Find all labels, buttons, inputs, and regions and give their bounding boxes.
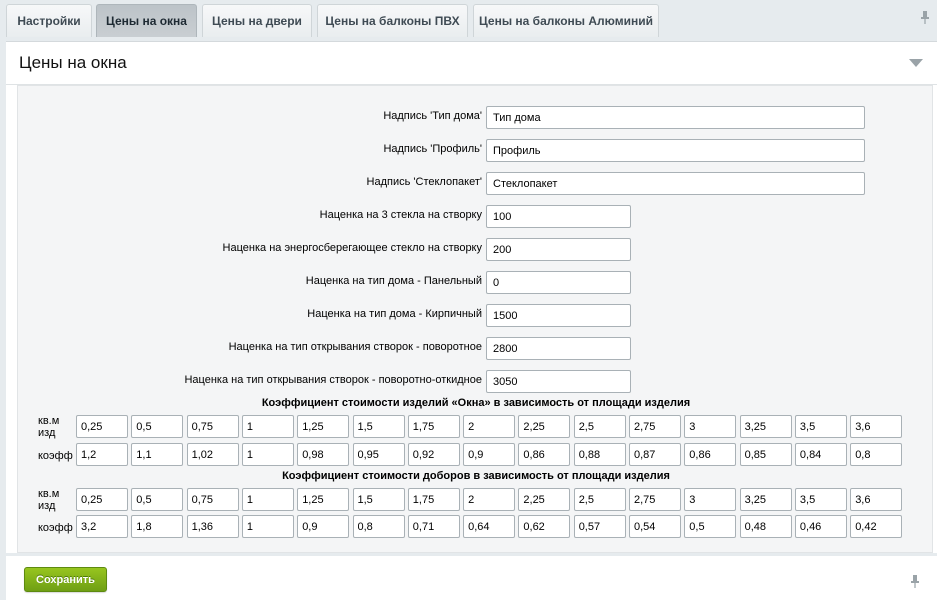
panel-house-markup-input[interactable] <box>486 271 631 294</box>
extension-coef-cell[interactable] <box>463 515 515 538</box>
window-area-cell[interactable] <box>629 415 681 438</box>
window-area-cell[interactable] <box>684 415 736 438</box>
window-coef-cell[interactable] <box>353 443 405 466</box>
pin-icon[interactable] <box>908 574 922 588</box>
extension-coef-cell[interactable] <box>297 515 349 538</box>
extension-area-cell[interactable] <box>463 488 515 511</box>
extension-area-cell[interactable] <box>76 488 128 511</box>
field-label: Наценка на 3 стекла на створку <box>319 209 482 221</box>
house-type-label-input[interactable] <box>486 106 865 129</box>
tab-aluminium-balcony-prices[interactable]: Цены на балконы Алюминий <box>473 4 659 37</box>
window-area-cell[interactable] <box>795 415 847 438</box>
window-area-cell[interactable] <box>408 415 460 438</box>
field-row-swing-opening-markup <box>18 337 934 359</box>
tab-window-prices[interactable]: Цены на окна <box>96 4 197 37</box>
extension-coef-cell[interactable] <box>629 515 681 538</box>
window-coef-cell[interactable] <box>518 443 570 466</box>
extension-area-cell[interactable] <box>187 488 239 511</box>
extension-area-cell[interactable] <box>740 488 792 511</box>
coef-row-label: коэфф <box>38 450 73 462</box>
extension-area-cell[interactable] <box>684 488 736 511</box>
window-coef-cell[interactable] <box>684 443 736 466</box>
window-coef-cell[interactable] <box>408 443 460 466</box>
tab-door-prices[interactable]: Цены на двери <box>202 4 312 37</box>
extension-coef-cell[interactable] <box>795 515 847 538</box>
window-area-cell[interactable] <box>187 415 239 438</box>
window-coef-cell[interactable] <box>242 443 294 466</box>
extension-area-cell[interactable] <box>242 488 294 511</box>
field-label: Наценка на тип дома - Кирпичный <box>307 308 482 320</box>
extension-coef-cell[interactable] <box>518 515 570 538</box>
window-area-cell[interactable] <box>463 415 515 438</box>
window-area-cell[interactable] <box>131 415 183 438</box>
field-label: Наценка на тип открывания створок - поворотно-откидное <box>184 374 482 386</box>
window-coef-cell[interactable] <box>850 443 902 466</box>
window-coef-cell[interactable] <box>629 443 681 466</box>
window-coef-cell[interactable] <box>574 443 626 466</box>
extension-area-cell[interactable] <box>131 488 183 511</box>
extension-area-cell[interactable] <box>574 488 626 511</box>
panel-title: Цены на окна <box>19 53 127 72</box>
extension-coef-cell[interactable] <box>76 515 128 538</box>
window-area-cell[interactable] <box>740 415 792 438</box>
field-row-brick-house-markup <box>18 304 934 326</box>
window-area-cell[interactable] <box>574 415 626 438</box>
extension-area-cell[interactable] <box>629 488 681 511</box>
extension-area-cell[interactable] <box>850 488 902 511</box>
extension-coef-cell[interactable] <box>408 515 460 538</box>
extension-coef-cell[interactable] <box>684 515 736 538</box>
field-row-profile-label <box>18 139 934 161</box>
area-row-label: кв.м изд <box>38 415 60 439</box>
window-coef-cell[interactable] <box>463 443 515 466</box>
tab-settings[interactable]: Настройки <box>6 4 92 37</box>
extension-coef-cell[interactable] <box>850 515 902 538</box>
window-coef-cell[interactable] <box>187 443 239 466</box>
triple-glass-markup-input[interactable] <box>486 205 631 228</box>
extension-area-cell[interactable] <box>408 488 460 511</box>
field-label: Надпись 'Профиль' <box>383 143 482 155</box>
field-row-glass-unit-label <box>18 172 934 194</box>
energy-glass-markup-input[interactable] <box>486 238 631 261</box>
window-area-cell[interactable] <box>850 415 902 438</box>
window-area-cell[interactable] <box>297 415 349 438</box>
save-button[interactable]: Сохранить <box>24 567 107 592</box>
tab-bar <box>0 0 937 41</box>
window-area-cell[interactable] <box>242 415 294 438</box>
window-area-cell[interactable] <box>353 415 405 438</box>
window-coef-table-title: Коэффициент стоимости изделий «Окна» в зависимость от площади изделия <box>261 397 691 409</box>
field-row-house-type-label <box>18 106 934 128</box>
window-coef-cell[interactable] <box>76 443 128 466</box>
field-label: Надпись 'Тип дома' <box>383 110 482 122</box>
window-area-cell[interactable] <box>76 415 128 438</box>
window-coef-cell[interactable] <box>795 443 847 466</box>
window-coef-cell[interactable] <box>740 443 792 466</box>
field-label: Наценка на тип дома - Панельный <box>305 275 482 287</box>
extension-area-cell[interactable] <box>297 488 349 511</box>
extension-area-cell[interactable] <box>353 488 405 511</box>
extension-coef-cell[interactable] <box>131 515 183 538</box>
profile-label-input[interactable] <box>486 139 865 162</box>
area-row-label: кв.м изд <box>38 488 60 512</box>
brick-house-markup-input[interactable] <box>486 304 631 327</box>
window-prices-panel <box>6 41 937 553</box>
field-label: Наценка на энергосберегающее стекло на створку <box>222 242 482 254</box>
window-coef-cell[interactable] <box>297 443 349 466</box>
window-coef-cell[interactable] <box>131 443 183 466</box>
field-label: Надпись 'Стеклопакет' <box>366 176 482 188</box>
extension-coef-table-title: Коэффициент стоимости доборов в зависимость от площади изделия <box>282 470 670 482</box>
glass-unit-label-input[interactable] <box>486 172 865 195</box>
field-row-tilt-turn-markup <box>18 370 934 392</box>
window-area-cell[interactable] <box>518 415 570 438</box>
extension-area-cell[interactable] <box>795 488 847 511</box>
extension-coef-cell[interactable] <box>574 515 626 538</box>
collapse-arrow-icon[interactable] <box>909 59 923 67</box>
extension-area-cell[interactable] <box>518 488 570 511</box>
extension-coef-cell[interactable] <box>242 515 294 538</box>
field-row-triple-glass-markup <box>18 205 934 227</box>
extension-coef-cell[interactable] <box>353 515 405 538</box>
field-row-panel-house-markup <box>18 271 934 293</box>
coef-row-label: коэфф <box>38 522 73 534</box>
swing-opening-markup-input[interactable] <box>486 337 631 360</box>
extension-coef-cell[interactable] <box>740 515 792 538</box>
field-row-energy-glass-markup <box>18 238 934 260</box>
tab-pvc-balcony-prices[interactable]: Цены на балконы ПВХ <box>317 4 468 37</box>
extension-coef-cell[interactable] <box>187 515 239 538</box>
pin-icon[interactable] <box>918 10 932 24</box>
tilt-turn-markup-input[interactable] <box>486 370 631 393</box>
form-area <box>17 85 933 553</box>
field-label: Наценка на тип открывания створок - поворотное <box>228 341 482 353</box>
footer-bar <box>6 556 937 600</box>
